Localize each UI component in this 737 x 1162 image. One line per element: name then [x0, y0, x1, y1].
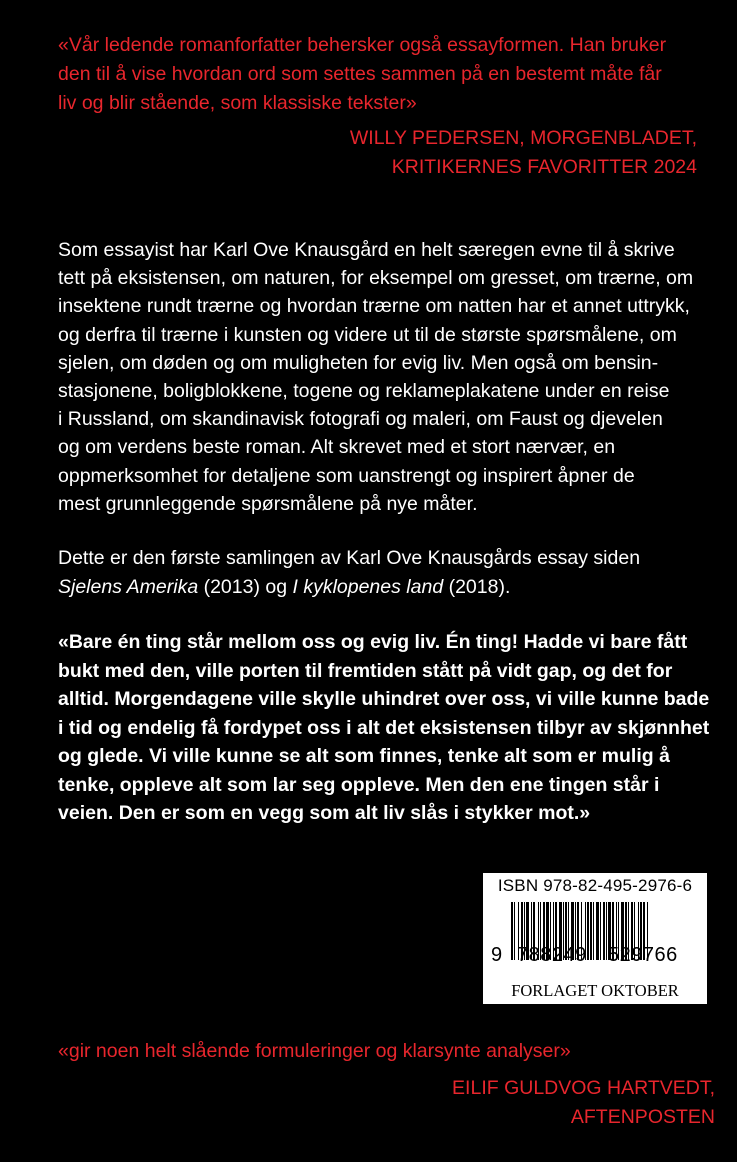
description-line: og derfra til trærne i kunsten og videre ut til de største spørsmålene, om	[58, 323, 677, 346]
barcode-lead-digit: 9	[491, 944, 503, 966]
description-line: insektene rundt trærne og hvordan trærne om natten har et annet uttrykk,	[58, 295, 690, 318]
description-line: tett på eksistensen, om naturen, for eksempel om gresset, om trærne, om	[58, 267, 694, 290]
top-review-quote	[58, 31, 708, 118]
barcode-bar	[511, 902, 513, 960]
barcode-bar	[590, 902, 592, 960]
barcode-right-group: 529766	[608, 944, 678, 966]
publisher-name: FORLAGET OKTOBER	[511, 981, 679, 1000]
excerpt-line: «Bare én ting står mellom oss og evig liv. Én ting! Hadde vi bare fått	[58, 631, 688, 653]
excerpt-line: i tid og endelig få fordypet oss i alt det eksistensen tilbyr av skjønnhet	[58, 716, 710, 739]
excerpt-line: veien. Den er som en vegg som alt liv slås i stykker mot.»	[58, 802, 591, 824]
barcode-left-group: 788249	[517, 944, 587, 966]
excerpt-line: og glede. Vi ville kunne se alt som finnes, tenke alt som er mulig å	[58, 745, 670, 767]
collection-note-line: Dette er den første samlingen av Karl Ove Knausgårds essay siden	[58, 547, 641, 569]
year-text: (2013) og	[198, 576, 293, 598]
collection-note-titles	[58, 573, 708, 602]
description-line: i Russland, om skandinavisk fotografi og maleri, om Faust og djevelen	[58, 408, 663, 431]
barcode-bar	[593, 902, 594, 960]
description-line: Som essayist har Karl Ove Knausgård en helt særegen evne til å skrive	[58, 239, 675, 261]
top-quote-line: liv og blir stående, som klassiske tekster»	[58, 92, 417, 114]
top-quote-attribution	[350, 124, 697, 182]
description-line: mest grunnleggende spørsmålene på nye måter.	[58, 492, 478, 515]
description-line: sjelen, om døden og om muligheten for evig liv. Men også om bensin-	[58, 351, 659, 374]
barcode-bar	[600, 902, 601, 960]
barcode-bar	[606, 902, 607, 960]
excerpt-line: tenke, oppleve alt som lar seg oppleve. Men den ene tingen står i	[58, 773, 660, 796]
description-line: og om verdens beste roman. Alt skrevet med et stort nærvær, en	[58, 436, 616, 459]
book-title: I kyklopenes land	[292, 576, 444, 598]
barcode-bar	[603, 902, 605, 960]
attribution-line: WILLY PEDERSEN, MORGENBLADET,	[349, 127, 697, 149]
year-text: (2018).	[443, 576, 511, 598]
top-quote-line: den til å vise hvordan ord som settes sammen på en bestemt måte får	[58, 63, 662, 85]
bottom-quote-attribution	[452, 1074, 715, 1132]
book-title: Sjelens Amerika	[58, 576, 199, 598]
excerpt-line: bukt med den, ville porten til fremtiden stått på vidt gap, og det for	[58, 659, 673, 682]
description-line: oppmerksomhet for detaljene som uanstrengt og inspirert åpner de	[58, 464, 635, 487]
barcode-bar	[514, 902, 515, 960]
barcode-bar	[596, 902, 599, 960]
book-description	[58, 236, 708, 518]
collection-note	[58, 544, 708, 602]
isbn-number: ISBN 978-82-495-2976-6	[497, 876, 693, 895]
barcode-bar	[587, 902, 589, 960]
attribution-line: AFTENPOSTEN	[570, 1106, 715, 1128]
bottom-quote-text: «gir noen helt slående formuleringer og klarsynte analyser»	[58, 1040, 571, 1062]
top-quote-line: «Vår ledende romanforfatter behersker også essayformen. Han bruker	[58, 34, 667, 56]
isbn-barcode	[483, 873, 707, 1004]
attribution-line: EILIF GULDVOG HARTVEDT,	[452, 1077, 715, 1099]
book-excerpt	[58, 628, 708, 828]
bottom-review-quote	[58, 1037, 708, 1066]
excerpt-line: alltid. Morgendagene ville skylle uhindret over oss, vi ville kunne bade	[58, 688, 710, 710]
description-line: stasjonene, boligblokkene, togene og reklameplakatene under en reise	[58, 380, 670, 403]
attribution-line: KRITIKERNES FAVORITTER 2024	[391, 156, 697, 178]
